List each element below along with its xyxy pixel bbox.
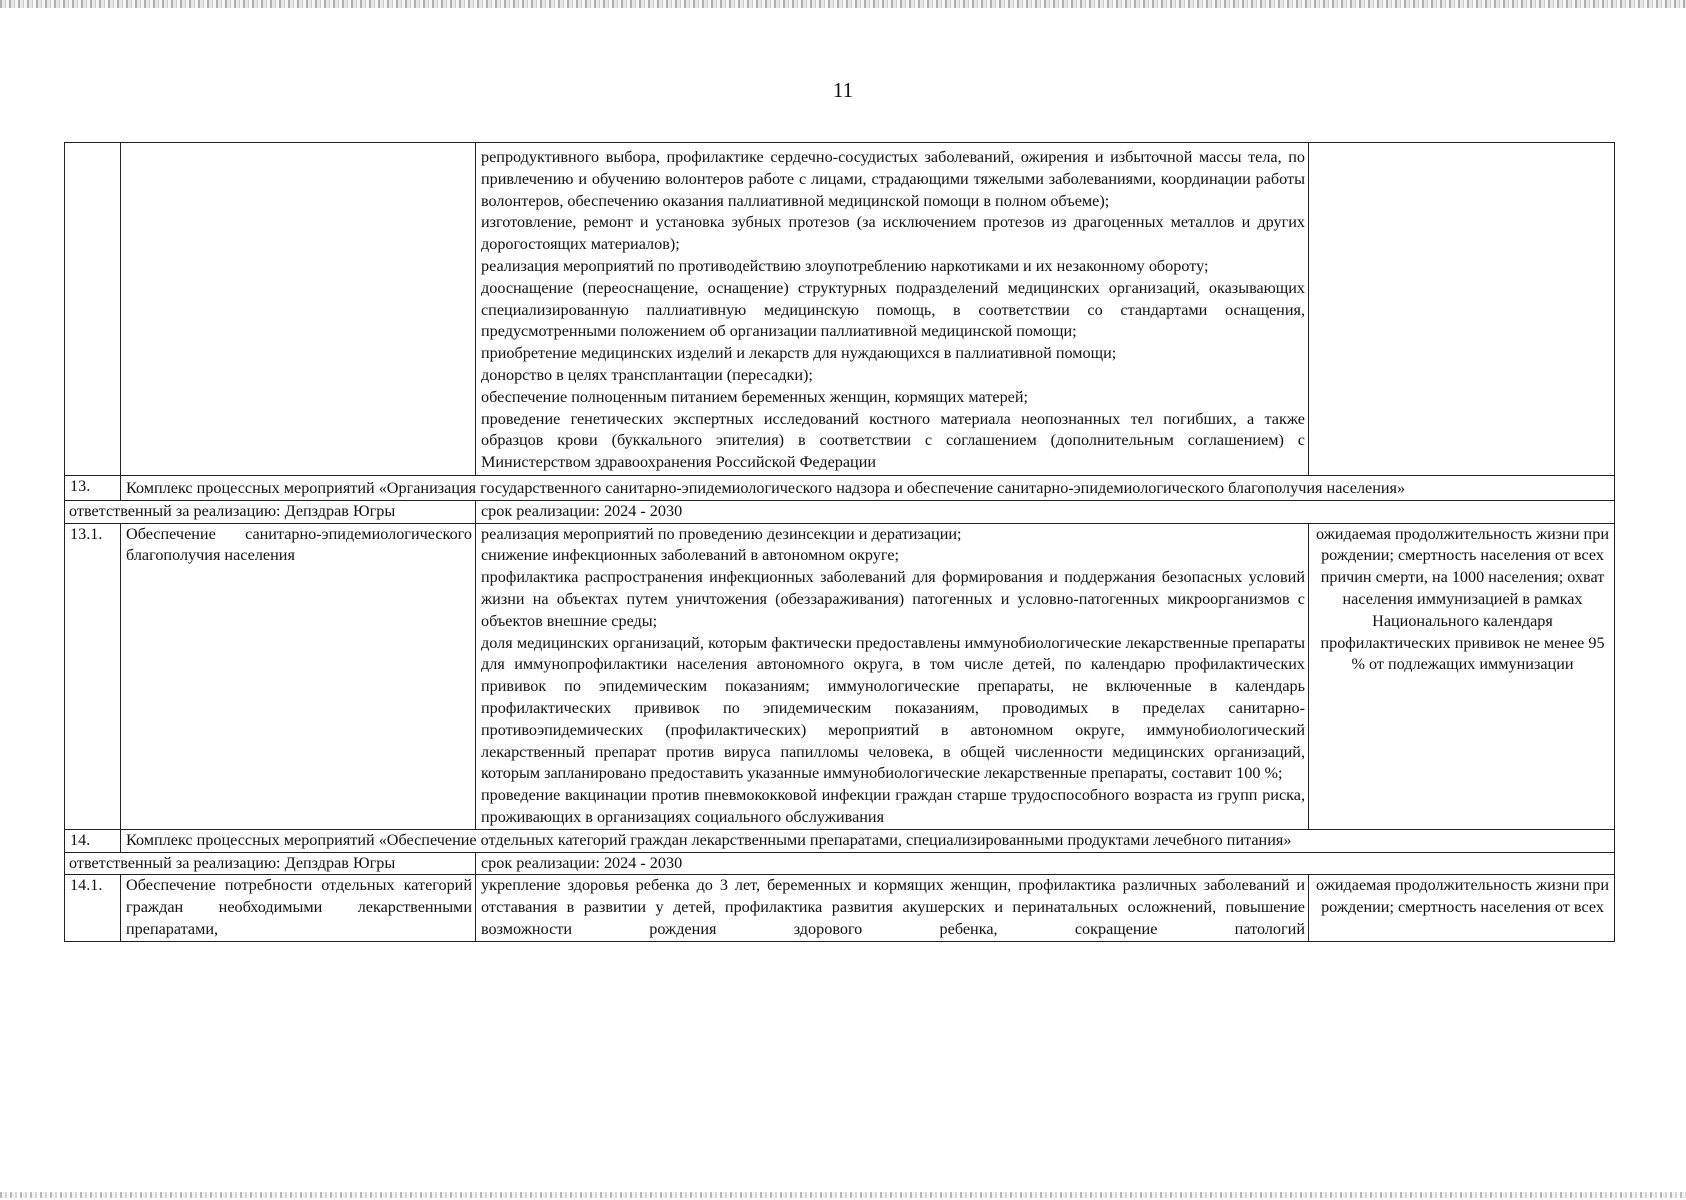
section-title: Комплекс процессных мероприятий «Организация государственного санитарно-эпидемиологического надзора и обеспечение санитарно-эпидемиологического благополучия населения» xyxy=(121,475,1615,500)
activity-item: снижение инфекционных заболеваний в автономном округе; xyxy=(481,546,899,565)
responsibility-row xyxy=(65,500,1615,523)
task-number: 14.1. xyxy=(65,875,121,941)
activity-item: доля медицинских организаций, которым фактически предоставлены иммунобиологические лекарственные препараты для иммунопрофилактики населения автономного округа, в том числе детей, по календарю профилактических прививок по эпидемическим показаниям; иммунологические препараты, не включенные в календарь профилактических прививок по эпидемическим показаниям, проводимых в пределах санитарно-противоэпидемических (профилактических) мероприятий в автономном округе, иммунобиологический лекарственный препарат против вируса папилломы человека, в общей численности медицинских организаций, которым запланировано предоставить указанные иммунобиологические лекарственные препараты, составит 100 %; xyxy=(481,633,1305,783)
task-number: 13.1. xyxy=(65,523,121,829)
section-header-row xyxy=(65,475,1615,500)
task-name-cell xyxy=(121,143,476,476)
activity-cell xyxy=(476,143,1309,476)
activity-item: профилактика распространения инфекционных заболеваний для формирования и поддержания безопасных условий жизни на объектах путем уничтожения (обеззараживания) патогенных и условно-патогенных микроорганизмов с объектов внешние среды; xyxy=(481,568,1305,630)
table-row xyxy=(65,523,1615,829)
activity-cell xyxy=(476,523,1309,829)
activity-item: донорство в целях трансплантации (пересадки); xyxy=(481,365,813,384)
activity-item: репродуктивного выбора, профилактике сердечно-сосудистых заболеваний, ожирения и избыточной массы тела, по привлечению и обучению волонтеров работе с лицами, страдающими тяжелыми заболеваниями, координации работы волонтеров, обеспечению оказания паллиативной медицинской помощи в полном объеме); xyxy=(481,148,1305,210)
activity-item: дооснащение (переоснащение, оснащение) структурных подразделений медицинских организаций, оказывающих специализированную паллиативную медицинскую помощь, в соответствии со стандартами оснащения, предусмотренными положением об организации паллиативной медицинской помощи; xyxy=(481,278,1305,341)
indicators: ожидаемая продолжительность жизни при рождении; смертность населения от всех причин смерти, на 1000 населения; охват населения иммунизацией в рамках Национального календаря профилактических прививок не менее 95 % от подлежащих иммунизации xyxy=(1309,523,1615,829)
program-activities-table xyxy=(64,142,1615,942)
activity-item: проведение генетических экспертных исследований костного материала неопознанных тел погибших, а также образцов крови (буккального эпителия) в соответствии с соглашением (дополнительным соглашением) с Министерством здравоохранения Российской Федерации xyxy=(481,409,1305,472)
responsible-party: ответственный за реализацию: Депздрав Югры xyxy=(65,500,476,523)
indicators-cell xyxy=(1309,143,1615,476)
section-number: 14. xyxy=(65,829,121,852)
responsible-party: ответственный за реализацию: Депздрав Югры xyxy=(65,852,476,875)
implementation-term: срок реализации: 2024 - 2030 xyxy=(476,852,1615,875)
page-number: 11 xyxy=(832,78,854,102)
activity-item: приобретение медицинских изделий и лекарств для нуждающихся в паллиативной помощи; xyxy=(481,344,1117,363)
section-header-row xyxy=(65,829,1615,852)
section-number: 13. xyxy=(65,475,121,500)
scan-edge-top xyxy=(0,0,1686,8)
activity-cell: укрепление здоровья ребенка до 3 лет, беременных и кормящих женщин, профилактика различных заболеваний и отставания в развитии у детей, профилактика развития акушерских и перинатальных осложнений, повышение возможности рождения здорового ребенка, сокращение патологий xyxy=(476,875,1309,941)
row-number-cell xyxy=(65,143,121,476)
responsibility-row xyxy=(65,852,1615,875)
activity-item: обеспечение полноценным питанием беременных женщин, кормящих матерей; xyxy=(481,387,1029,406)
task-name: Обеспечение санитарно-эпидемиологического благополучия населения xyxy=(121,523,476,829)
activity-item: реализация мероприятий по проведению дезинсекции и дератизации; xyxy=(481,524,962,543)
task-name: Обеспечение потребности отдельных категорий граждан необходимыми лекарственными препаратами, xyxy=(121,875,476,941)
section-title: Комплекс процессных мероприятий «Обеспечение отдельных категорий граждан лекарственными препаратами, специализированными продуктами лечебного питания» xyxy=(121,829,1615,852)
implementation-term: срок реализации: 2024 - 2030 xyxy=(476,500,1615,523)
activity-item: реализация мероприятий по противодействию злоупотреблению наркотиками и их незаконному обороту; xyxy=(481,256,1209,275)
activity-item: проведение вакцинации против пневмококковой инфекции граждан старше трудоспособного возраста из групп риска, проживающих в организациях социального обслуживания xyxy=(481,786,1305,826)
table-row xyxy=(65,143,1615,476)
scan-edge-bottom xyxy=(0,1192,1686,1198)
indicators: ожидаемая продолжительность жизни при рождении; смертность населения от всех xyxy=(1309,875,1615,941)
table-row xyxy=(65,875,1615,941)
activity-item: изготовление, ремонт и установка зубных протезов (за исключением протезов из драгоценных металлов и других дорогостоящих материалов); xyxy=(481,213,1305,254)
